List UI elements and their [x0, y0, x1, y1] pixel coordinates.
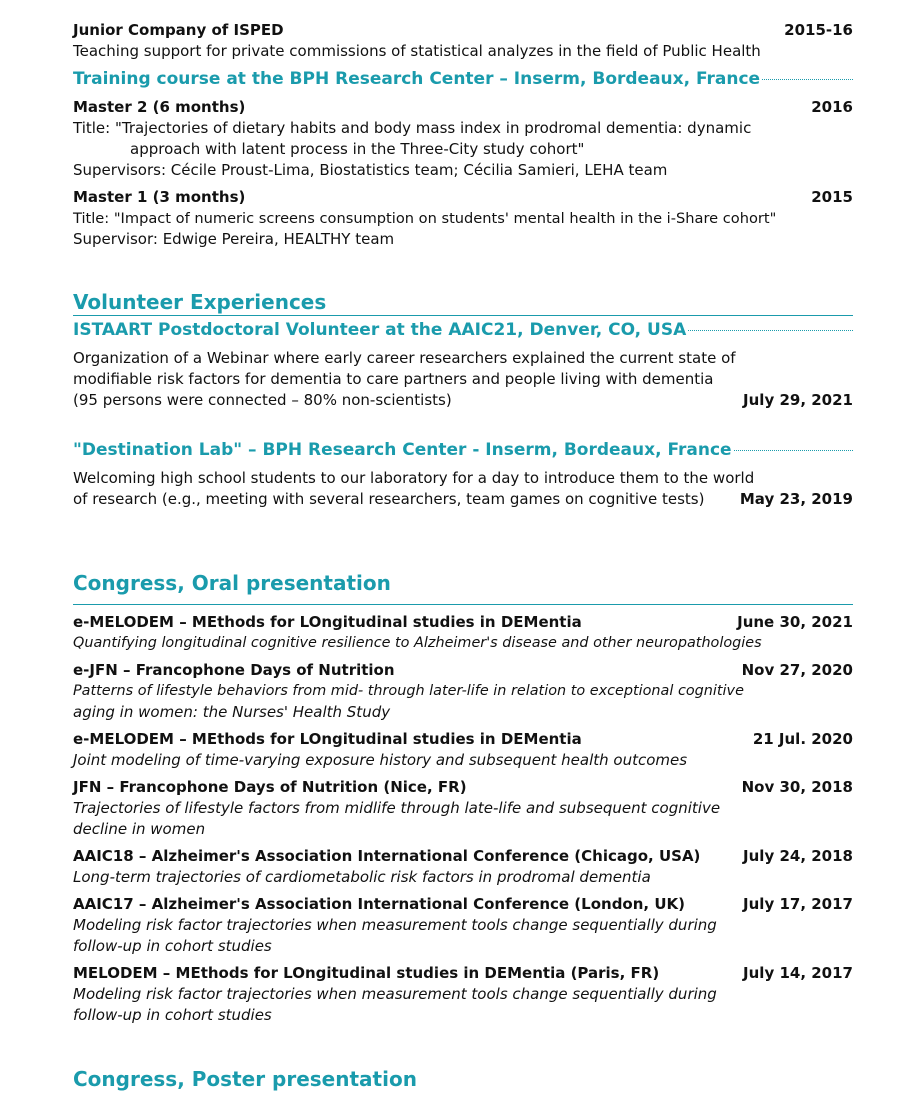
oral-item [73, 963, 853, 1026]
junior-company-date: 2015-16 [784, 21, 853, 39]
oral-item-title: MELODEM – MEthods for LOngitudinal studies in DEMentia (Paris, FR) [73, 964, 660, 982]
oral-item [73, 846, 853, 888]
master1-line2: Supervisor: Edwige Pereira, HEALTHY team [73, 230, 395, 248]
oral-item-date: Nov 27, 2020 [741, 661, 853, 679]
destination-lab-line1: Welcoming high school students to our laboratory for a day to introduce them to the world [73, 469, 755, 487]
istaart-line2: modifiable risk factors for dementia to care partners and people living with dementia [73, 370, 714, 388]
oral-section-title: Congress, Oral presentation [73, 571, 391, 595]
oral-item-title: e-MELODEM – MEthods for LOngitudinal studies in DEMentia [73, 613, 582, 631]
oral-item-title: e-MELODEM – MEthods for LOngitudinal studies in DEMentia [73, 730, 582, 748]
destination-lab-heading [73, 440, 853, 460]
dotted-leader [734, 449, 853, 451]
oral-item-date: June 30, 2021 [737, 613, 853, 631]
oral-item-subtitle: Modeling risk factor trajectories when measurement tools change sequentially during [73, 985, 717, 1003]
master1-date: 2015 [811, 188, 853, 206]
oral-item [73, 729, 853, 771]
poster-section-title: Congress, Poster presentation [73, 1067, 417, 1091]
oral-item [73, 612, 853, 654]
oral-item [73, 777, 853, 840]
section-divider [73, 315, 853, 316]
oral-item-subtitle: Trajectories of lifestyle factors from midlife through late-life and subsequent cognitive [73, 799, 721, 817]
master1-line1: Title: "Impact of numeric screens consumption on students' mental health in the i-Share cohort" [73, 210, 777, 227]
oral-item [73, 660, 853, 723]
master2-line2: approach with latent process in the Three-City study cohort" [130, 140, 585, 158]
master2-line3: Supervisors: Cécile Proust-Lima, Biostatistics team; Cécilia Samieri, LEHA team [73, 161, 668, 179]
master1-title: Master 1 (3 months) [73, 188, 246, 206]
oral-item-subtitle-cont: aging in women: the Nurses' Health Study [73, 703, 391, 721]
oral-item-date: July 17, 2017 [743, 895, 853, 913]
oral-item-date: 21 Jul. 2020 [752, 730, 853, 748]
destination-lab-line2: of research (e.g., meeting with several researchers, team games on cognitive tests) [73, 490, 705, 508]
oral-item-date: July 14, 2017 [743, 964, 853, 982]
destination-lab-date: May 23, 2019 [739, 490, 853, 508]
master1-entry [73, 187, 853, 250]
oral-item-subtitle: Patterns of lifestyle behaviors from mid- through later-life in relation to exceptional cognitive [73, 683, 744, 699]
dotted-leader [688, 329, 853, 331]
oral-item-subtitle: Quantifying longitudinal cognitive resilience to Alzheimer's disease and other neuropathologies [73, 635, 762, 651]
istaart-heading [73, 320, 853, 340]
master2-title: Master 2 (6 months) [73, 98, 246, 116]
oral-item-subtitle: Joint modeling of time-varying exposure history and subsequent health outcomes [73, 751, 688, 769]
oral-item-date: July 24, 2018 [743, 847, 853, 865]
volunteer-section-title: Volunteer Experiences [73, 290, 327, 314]
oral-item-title: AAIC18 – Alzheimer's Association International Conference (Chicago, USA) [73, 847, 701, 865]
istaart-entry [73, 348, 853, 411]
istaart-date: July 29, 2021 [743, 391, 853, 409]
destination-lab-heading-text: "Destination Lab" – BPH Research Center - Inserm, Bordeaux, France [73, 440, 732, 460]
dotted-leader [762, 78, 853, 80]
oral-item-subtitle-cont: decline in women [73, 820, 206, 838]
master2-line1: Title: "Trajectories of dietary habits and body mass index in prodromal dementia: dynamic [73, 119, 752, 137]
oral-item [73, 894, 853, 957]
training-heading [73, 69, 853, 89]
junior-company-desc: Teaching support for private commissions of statistical analyzes in the field of Public Health [73, 42, 761, 60]
junior-company-name: Junior Company of ISPED [73, 21, 284, 39]
oral-item-title: e-JFN – Francophone Days of Nutrition [73, 661, 395, 679]
oral-list [73, 612, 853, 1032]
oral-item-subtitle: Modeling risk factor trajectories when measurement tools change sequentially during [73, 916, 717, 934]
junior-company-entry [73, 20, 853, 62]
destination-lab-entry [73, 468, 853, 510]
oral-item-subtitle-cont: follow-up in cohort studies [73, 1006, 272, 1024]
istaart-line3: (95 persons were connected – 80% non-scientists) [73, 391, 452, 409]
oral-item-title: JFN – Francophone Days of Nutrition (Nice, FR) [73, 778, 467, 796]
training-heading-text: Training course at the BPH Research Center – Inserm, Bordeaux, France [73, 69, 761, 89]
master2-entry [73, 97, 853, 181]
istaart-line1: Organization of a Webinar where early career researchers explained the current state of [73, 349, 736, 367]
master2-date: 2016 [811, 98, 853, 116]
oral-item-title: AAIC17 – Alzheimer's Association International Conference (London, UK) [73, 895, 685, 913]
oral-item-subtitle: Long-term trajectories of cardiometabolic risk factors in prodromal dementia [73, 868, 651, 886]
oral-item-subtitle-cont: follow-up in cohort studies [73, 937, 272, 955]
istaart-heading-text: ISTAART Postdoctoral Volunteer at the AAIC21, Denver, CO, USA [73, 320, 687, 340]
section-divider [73, 604, 853, 605]
oral-item-date: Nov 30, 2018 [741, 778, 853, 796]
